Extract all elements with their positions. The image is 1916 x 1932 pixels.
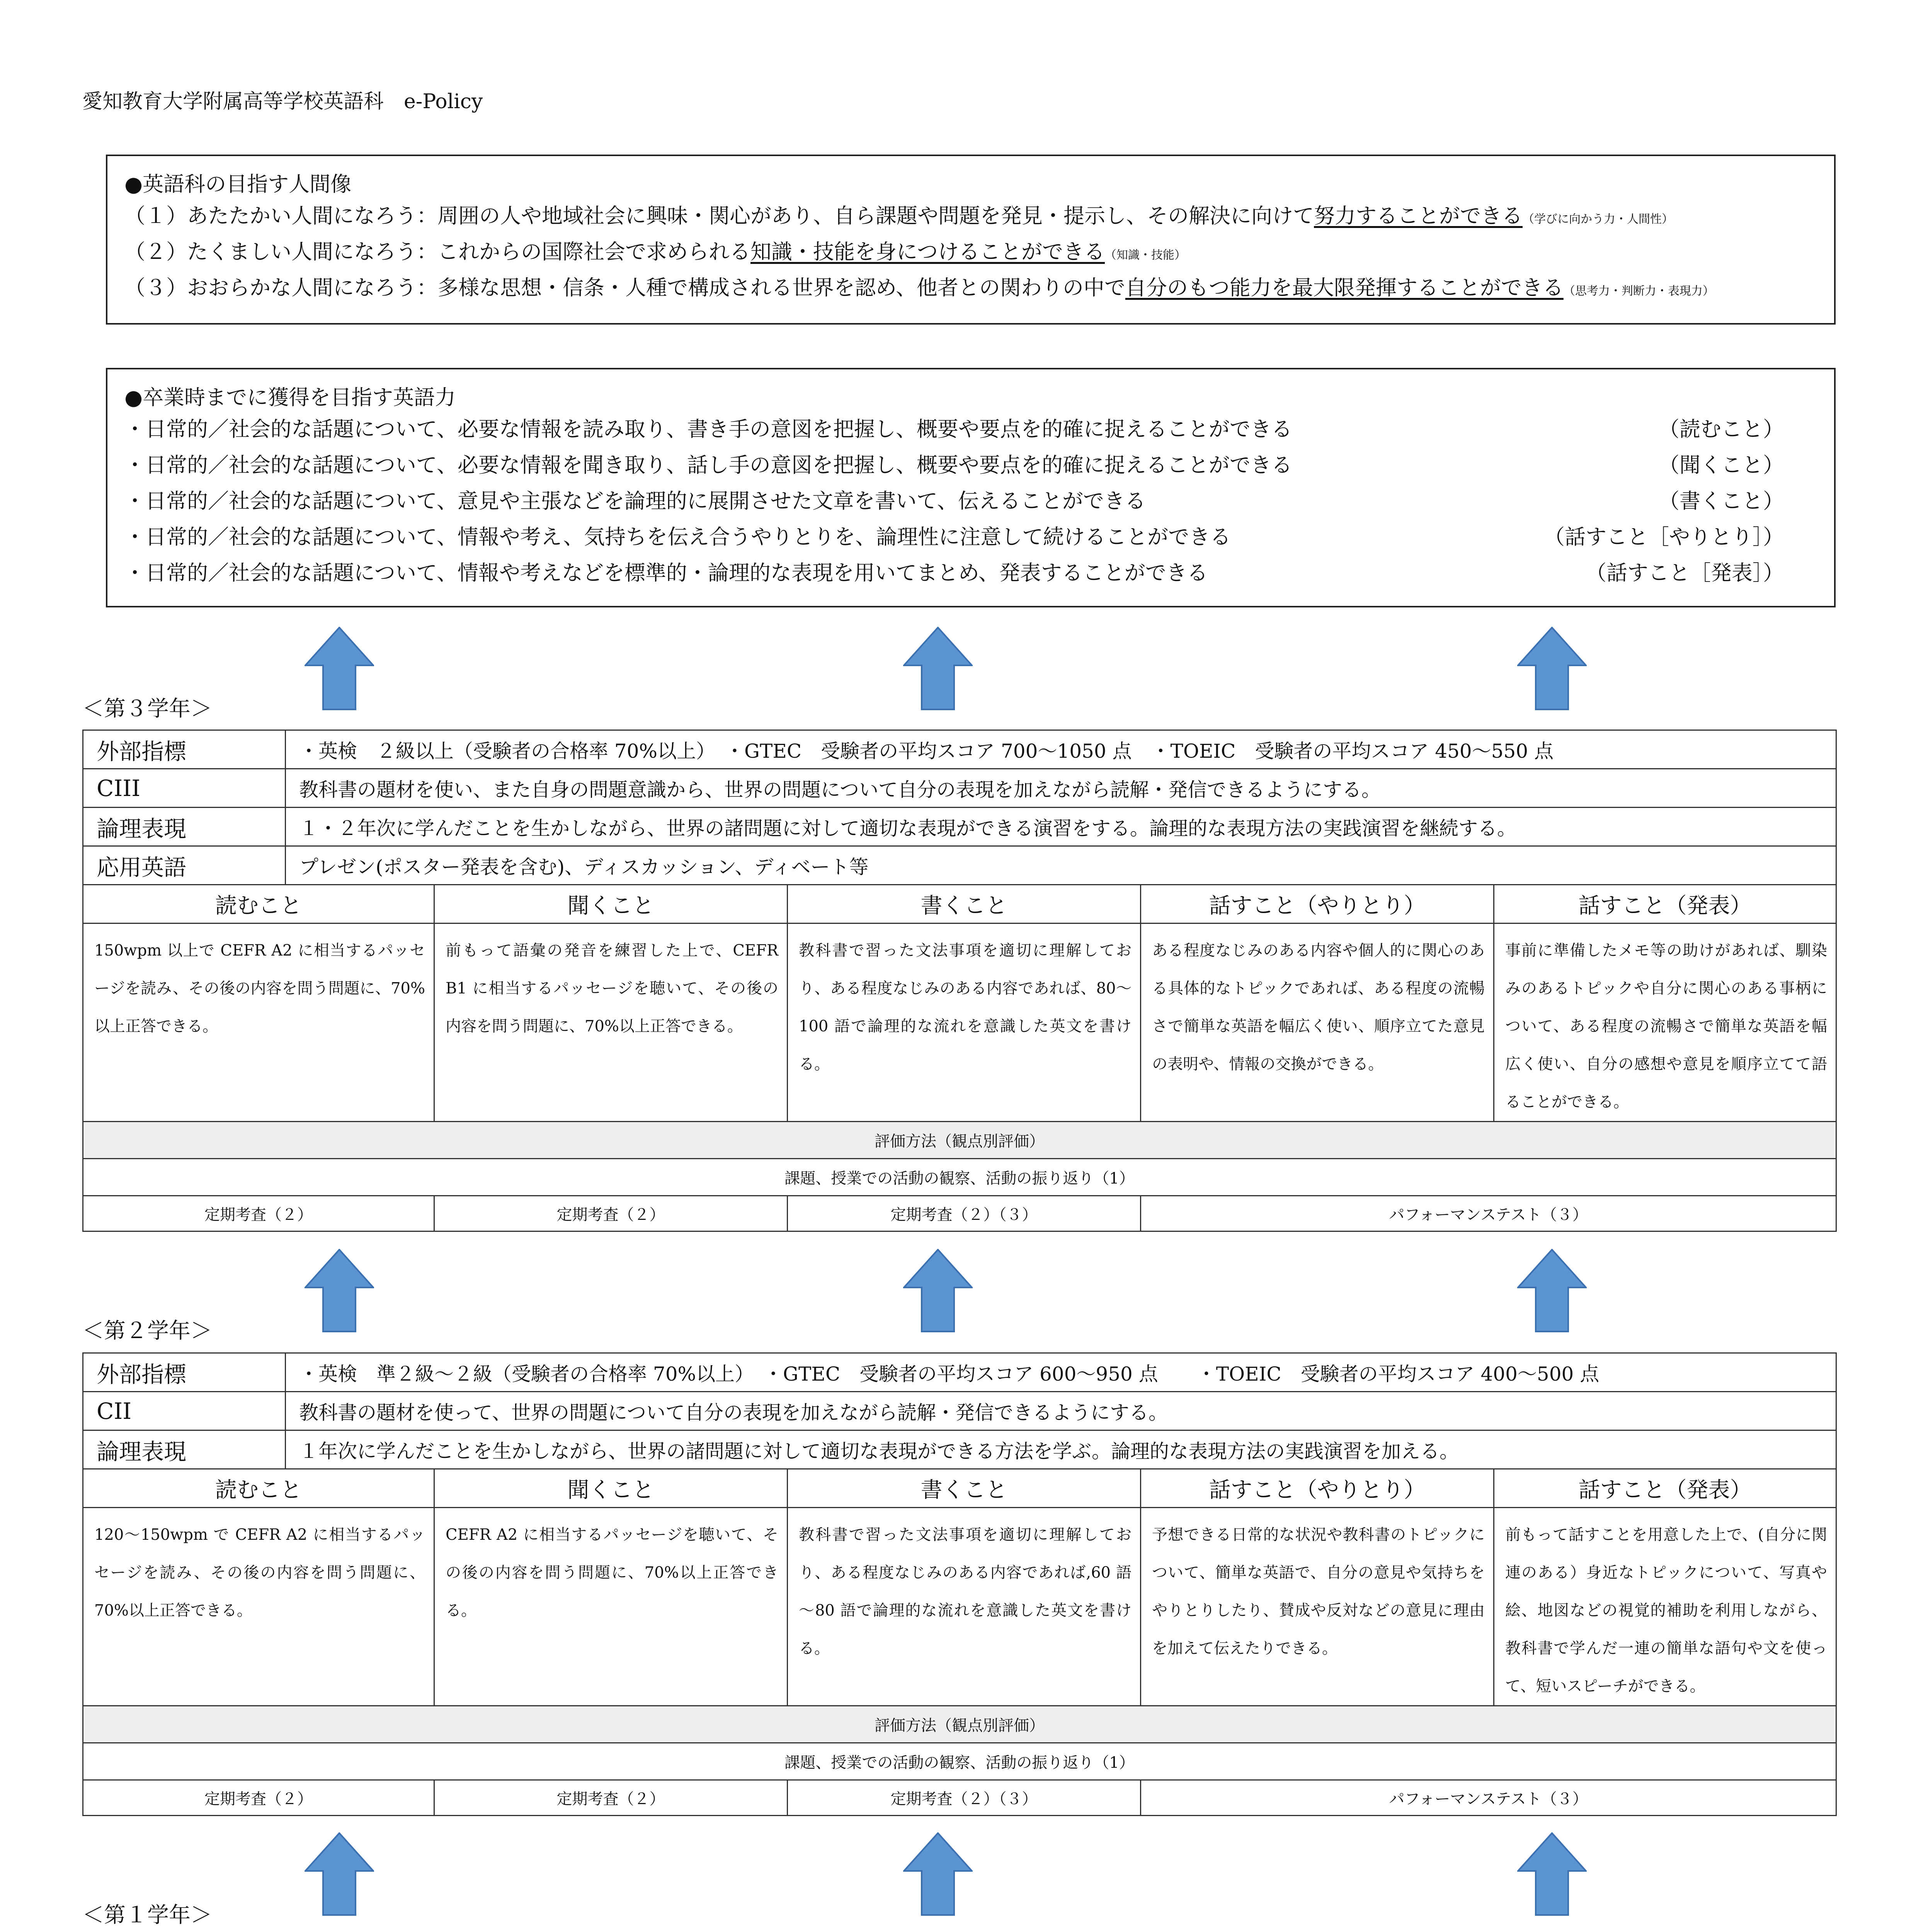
up-arrow-icon <box>903 627 973 710</box>
goal-text: ・日常的／社会的な話題について、必要な情報を読み取り、書き手の意図を把握し、概要や要点を的確に捉えることができる <box>124 417 1292 441</box>
up-arrow-icon <box>305 1832 374 1916</box>
ideal-person-box <box>106 155 1836 325</box>
goal-skill: （読むこと） <box>1659 417 1784 441</box>
goal-text: ・日常的／社会的な話題について、情報や考えなどを標準的・論理的な表現を用いてまとめ、発表することができる <box>124 561 1208 585</box>
evaluation-heading: 評価方法（観点別評価） <box>83 1122 1836 1159</box>
skill-header: 話すこと（やりとり） <box>1141 885 1494 923</box>
skill-header: 書くこと <box>788 1469 1141 1508</box>
grade2-label: ＜第２学年＞ <box>82 1318 212 1344</box>
row-value: 教科書の題材を使い、また自身の問題意識から、世界の問題について自分の表現を加えながら読解・発信できるようにする。 <box>286 769 1836 808</box>
row-key: 論理表現 <box>83 1430 286 1469</box>
skill-descriptor: 教科書で習った文法事項を適切に理解しており、ある程度なじみのある内容であれば、80～100 語で論理的な流れを意識した英文を書ける。 <box>788 923 1141 1122</box>
evaluation-cell: パフォーマンステスト（３） <box>1141 1196 1836 1231</box>
skill-header: 読むこと <box>83 885 434 923</box>
up-arrow-icon <box>903 1249 973 1332</box>
row-key: CII <box>83 1392 286 1430</box>
evaluation-cell: 定期考査（２）（３） <box>788 1780 1141 1816</box>
evaluation-cell: 定期考査（２） <box>83 1780 434 1816</box>
skill-header: 話すこと（発表） <box>1494 1469 1836 1508</box>
ideal-person-heading: ●英語科の目指す人間像 <box>124 172 352 196</box>
skill-descriptor: 120～150wpm で CEFR A2 に相当するパッセージを読み、その後の内容を問う問題に、70%以上正答できる。 <box>83 1508 434 1706</box>
up-arrow-icon <box>1517 1832 1587 1916</box>
goal-text: ・日常的／社会的な話題について、必要な情報を聞き取り、話し手の意図を把握し、概要や要点を的確に捉えることができる <box>124 453 1292 477</box>
skill-descriptor: 150wpm 以上で CEFR A2 に相当するパッセージを読み、その後の内容を問う問題に、70%以上正答できる。 <box>83 923 434 1122</box>
evaluation-cell: 定期考査（２） <box>434 1780 788 1816</box>
row-value: 教科書の題材を使って、世界の問題について自分の表現を加えながら読解・発信できるようにする。 <box>286 1392 1836 1430</box>
row-value: プレゼン(ポスター発表を含む)、ディスカッション、ディベート等 <box>286 846 1836 885</box>
document-title: 愛知教育大学附属高等学校英語科 e-Policy <box>82 90 483 113</box>
goal-skill: （書くこと） <box>1659 489 1784 513</box>
evaluation-cell: パフォーマンステスト（３） <box>1141 1780 1836 1816</box>
row-value: １・２年次に学んだことを生かしながら、世界の諸問題に対して適切な表現ができる演習をする。論理的な表現方法の実践演習を継続する。 <box>286 808 1836 846</box>
evaluation-common: 課題、授業での活動の観察、活動の振り返り（1） <box>83 1743 1836 1780</box>
up-arrow-icon <box>305 1249 374 1332</box>
skill-descriptor: 前もって語彙の発音を練習した上で、CEFR B1 に相当するパッセージを聴いて、その後の内容を問う問題に、70%以上正答できる。 <box>434 923 788 1122</box>
evaluation-cell: 定期考査（２） <box>434 1196 788 1231</box>
evaluation-common: 課題、授業での活動の観察、活動の振り返り（1） <box>83 1159 1836 1196</box>
graduation-goals-box <box>106 368 1836 607</box>
up-arrow-icon <box>1517 1249 1587 1332</box>
skill-header: 聞くこと <box>434 1469 788 1508</box>
row-value: ・英検 ２級以上（受験者の合格率 70%以上） ・GTEC 受験者の平均スコア 700～1050 点 ・TOEIC 受験者の平均スコア 450～550 点 <box>286 730 1836 769</box>
goal-skill: （話すこと［やりとり］） <box>1544 525 1784 549</box>
skill-header: 書くこと <box>788 885 1141 923</box>
skill-descriptor: CEFR A2 に相当するパッセージを聴いて、その後の内容を問う問題に、70%以上正答できる。 <box>434 1508 788 1706</box>
grade3-label: ＜第３学年＞ <box>82 696 212 721</box>
ideal-person-item: （３）おおらかな人間になろう：多様な思想・信条・人種で構成される世界を認め、他者との関わりの中で自分のもつ能力を最大限発揮することができる（思考力・判断力・表現力） <box>124 276 1714 300</box>
row-key: 外部指標 <box>83 730 286 769</box>
evaluation-cell: 定期考査（２）（３） <box>788 1196 1141 1231</box>
goal-text: ・日常的／社会的な話題について、意見や主張などを論理的に展開させた文章を書いて、伝えることができる <box>124 489 1146 513</box>
grade2-table <box>82 1352 1837 1816</box>
skill-descriptor: 事前に準備したメモ等の助けがあれば、馴染みのあるトピックや自分に関心のある事柄について、ある程度の流暢さで簡単な英語を幅広く使い、自分の感想や意見を順序立てて語ることができる。 <box>1494 923 1836 1122</box>
ideal-person-item: （１）あたたかい人間になろう：周囲の人や地域社会に興味・関心があり、自ら課題や問題を発見・提示し、その解決に向けて努力することができる（学びに向かう力・人間性） <box>124 204 1673 228</box>
evaluation-heading: 評価方法（観点別評価） <box>83 1706 1836 1743</box>
row-key: 外部指標 <box>83 1353 286 1392</box>
up-arrow-icon <box>903 1832 973 1916</box>
row-key: 論理表現 <box>83 808 286 846</box>
graduation-goals-heading: ●卒業時までに獲得を目指す英語力 <box>124 385 456 410</box>
goal-text: ・日常的／社会的な話題について、情報や考え、気持ちを伝え合うやりとりを、論理性に注意して続けることができる <box>124 525 1231 549</box>
goal-skill: （聞くこと） <box>1659 453 1784 477</box>
up-arrow-icon <box>305 627 374 710</box>
skill-header: 聞くこと <box>434 885 788 923</box>
row-key: 応用英語 <box>83 846 286 885</box>
skill-header: 話すこと（やりとり） <box>1141 1469 1494 1508</box>
goal-skill: （話すこと［発表］） <box>1586 561 1784 585</box>
skill-header: 読むこと <box>83 1469 434 1508</box>
skill-descriptor: 教科書で習った文法事項を適切に理解しており、ある程度なじみのある内容であれば,60 語～80 語で論理的な流れを意識した英文を書ける。 <box>788 1508 1141 1706</box>
skill-header: 話すこと（発表） <box>1494 885 1836 923</box>
up-arrow-icon <box>1517 627 1587 710</box>
row-key: CIII <box>83 769 286 808</box>
grade1-label: ＜第１学年＞ <box>82 1903 212 1928</box>
row-value: ・英検 準２級～２級（受験者の合格率 70%以上） ・GTEC 受験者の平均スコア 600～950 点 ・TOEIC 受験者の平均スコア 400～500 点 <box>286 1353 1836 1392</box>
row-value: １年次に学んだことを生かしながら、世界の諸問題に対して適切な表現ができる方法を学ぶ。論理的な表現方法の実践演習を加える。 <box>286 1430 1836 1469</box>
skill-descriptor: 前もって話すことを用意した上で、(自分に関連のある）身近なトピックについて、写真や絵、地図などの視覚的補助を利用しながら、教科書で学んだ一連の簡単な語句や文を使って、短いスピーチができる。 <box>1494 1508 1836 1706</box>
skill-descriptor: 予想できる日常的な状況や教科書のトピックについて、簡単な英語で、自分の意見や気持ちをやりとりしたり、賛成や反対などの意見に理由を加えて伝えたりできる。 <box>1141 1508 1494 1706</box>
ideal-person-item: （２）たくましい人間になろう：これからの国際社会で求められる知識・技能を身につけることができる（知識・技能） <box>124 240 1186 264</box>
evaluation-cell: 定期考査（２） <box>83 1196 434 1231</box>
skill-descriptor: ある程度なじみのある内容や個人的に関心のある具体的なトピックであれば、ある程度の流暢さで簡単な英語を幅広く使い、順序立てた意見の表明や、情報の交換ができる。 <box>1141 923 1494 1122</box>
grade3-table <box>82 730 1837 1232</box>
